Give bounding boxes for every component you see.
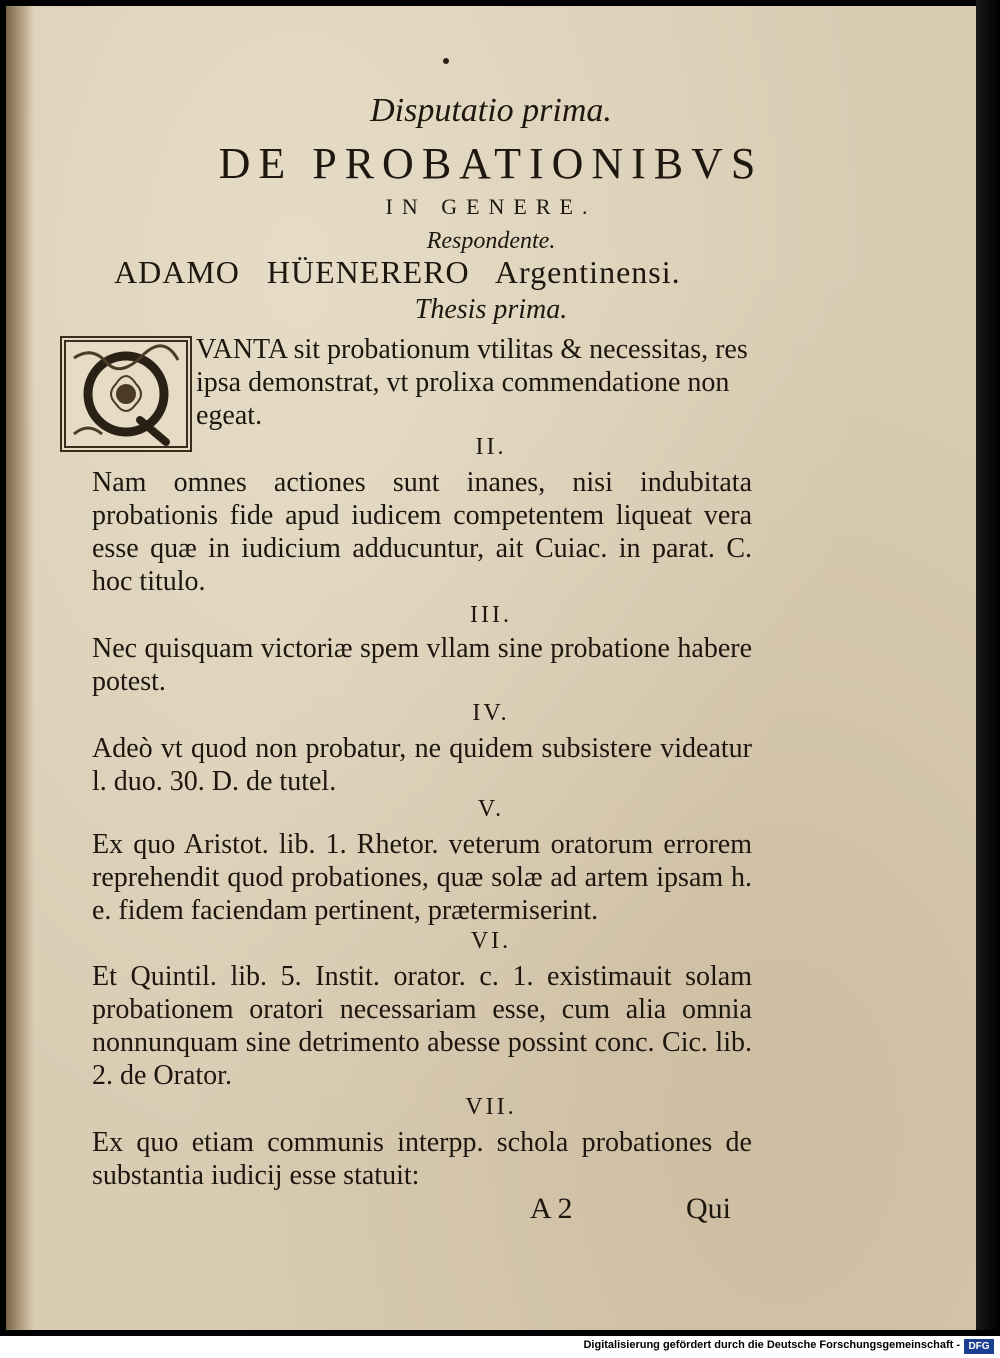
respondent-label: Respondente. bbox=[426, 228, 556, 254]
page-subtitle: IN GENERE. bbox=[385, 194, 597, 219]
section-text: Nec quisquam victoriæ spem vllam sine probatione habere potest. bbox=[92, 633, 752, 697]
section-text: Et Quintil. lib. 5. Instit. orator. c. 1. existimauit solam probationem oratori necessariam esse, cum alia omnia nonnunquam sine detrimento abesse possint conc. Cic. lib. 2. de Orator. bbox=[92, 961, 752, 1091]
section-numeral: VII. bbox=[465, 1094, 517, 1120]
section-text: Ex quo etiam communis interpp. schola probationes de substantia iudicij esse statuit: bbox=[92, 1127, 752, 1191]
signature-mark: A 2 bbox=[530, 1192, 573, 1225]
section-text: Adeò vt quod non probatur, ne quidem subsistere videatur l. duo. 30. D. de tutel. bbox=[92, 733, 752, 797]
section-numeral: IV. bbox=[472, 700, 510, 726]
scanned-page bbox=[6, 6, 976, 1330]
thesis-label: Thesis prima. bbox=[414, 294, 568, 325]
section-numeral: V. bbox=[477, 796, 505, 822]
funding-credit: Digitalisierung gefördert durch die Deutsche Forschungsgemeinschaft - bbox=[583, 1339, 960, 1351]
page-title: DE PROBATIONIBVS bbox=[218, 139, 764, 188]
section-numeral: II. bbox=[475, 434, 507, 460]
dfg-logo-icon: DFG bbox=[964, 1339, 994, 1354]
disputation-heading: Disputatio prima. bbox=[370, 92, 612, 129]
author-line: ADAMO HÜENERERO Argentinensi. bbox=[114, 254, 681, 290]
section-text: Ex quo Aristot. lib. 1. Rhetor. veterum oratorum errorem reprehendit quod probationes, quæ solæ ad artem ipsam h. e. fidem faciendam pertinent, prætermiserint. bbox=[92, 829, 752, 926]
thesis-first-paragraph: VANTA sit probationum vtilitas & necessitas, res ipsa demonstrat, vt prolixa commendatione non egeat. bbox=[196, 334, 748, 431]
ink-dot bbox=[443, 58, 449, 64]
catchword: Qui bbox=[686, 1192, 731, 1225]
section-numeral: VI. bbox=[470, 928, 512, 954]
section-numeral: III. bbox=[470, 602, 512, 628]
section-text: Nam omnes actiones sunt inanes, nisi indubitata probationis fide apud iudicem competentem liqueat vera esse quæ in iudicium adducuntur, ait Cuiac. in parat. C. hoc titulo. bbox=[92, 467, 752, 597]
scan-edge-shadow bbox=[976, 0, 1000, 1330]
